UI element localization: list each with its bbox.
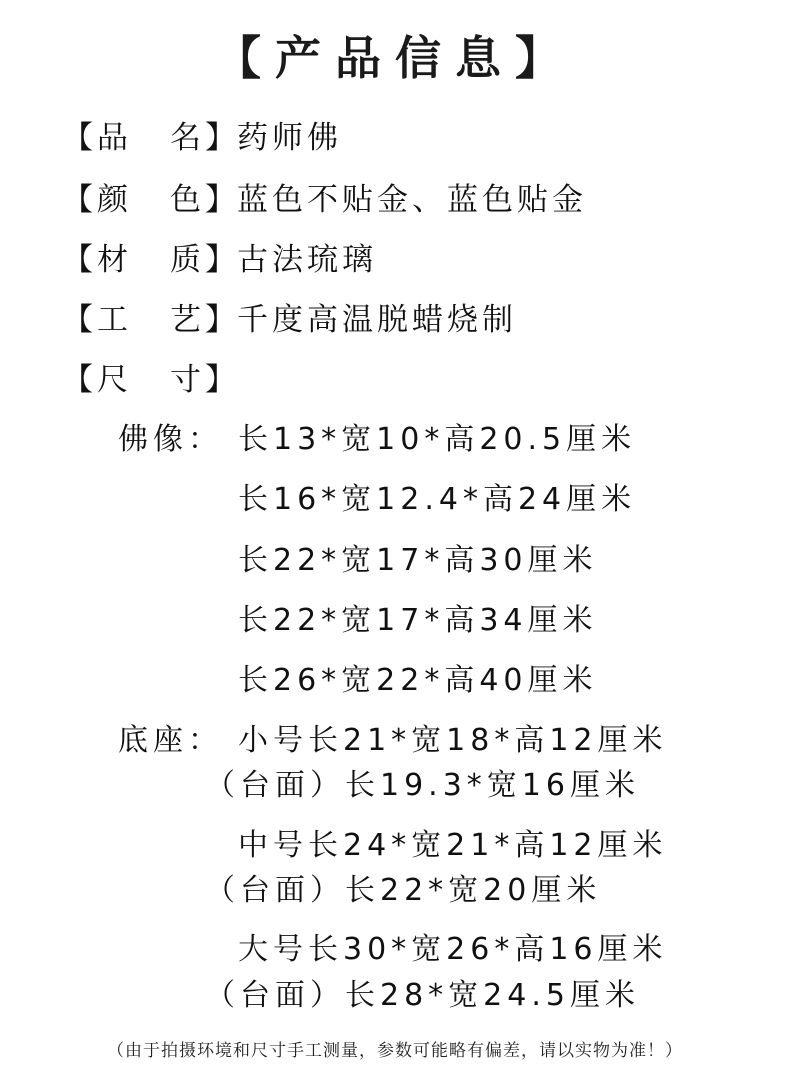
spec-key: 【品 名】: [62, 120, 240, 156]
spec-row-craft: [62, 300, 517, 340]
spec-key: 【颜 色】: [62, 182, 240, 218]
base-label: 底座：: [118, 723, 223, 758]
base-size: 小号长21*宽18*高12厘米: [238, 723, 668, 758]
base-top-size: （台面）长19.3*宽16厘米: [205, 768, 640, 803]
spec-key: 【尺 寸】: [62, 362, 240, 398]
page-title: 【产品信息】: [215, 31, 575, 85]
statue-size: 长26*宽22*高40厘米: [238, 663, 598, 698]
statue-size: 长22*宽17*高34厘米: [238, 603, 598, 638]
spec-row-name: [62, 118, 342, 158]
base-top-size: （台面）长22*宽20厘米: [205, 873, 602, 908]
spec-row-color: [62, 180, 587, 220]
spec-value: 古法琉璃: [237, 242, 377, 278]
statue-label: 佛像：: [118, 422, 223, 457]
spec-row-size: [62, 360, 240, 400]
statue-size: 长16*宽12.4*高24厘米: [238, 482, 637, 517]
spec-value: 千度高温脱蜡烧制: [237, 302, 517, 338]
base-top-size: （台面）长28*宽24.5厘米: [205, 978, 640, 1013]
disclaimer-note: （由于拍摄环境和尺寸手工测量，参数可能略有偏差，请以实物为准！）: [107, 1041, 683, 1061]
spec-key: 【材 质】: [62, 242, 240, 278]
base-size: 中号长24*宽21*高12厘米: [238, 828, 668, 863]
statue-size: 长13*宽10*高20.5厘米: [238, 422, 637, 457]
spec-key: 【工 艺】: [62, 302, 240, 338]
spec-row-material: [62, 240, 377, 280]
spec-value: 药师佛: [237, 120, 342, 156]
spec-value: 蓝色不贴金、蓝色贴金: [237, 182, 587, 218]
statue-size: 长22*宽17*高30厘米: [238, 543, 598, 578]
base-size: 大号长30*宽26*高16厘米: [238, 932, 668, 967]
